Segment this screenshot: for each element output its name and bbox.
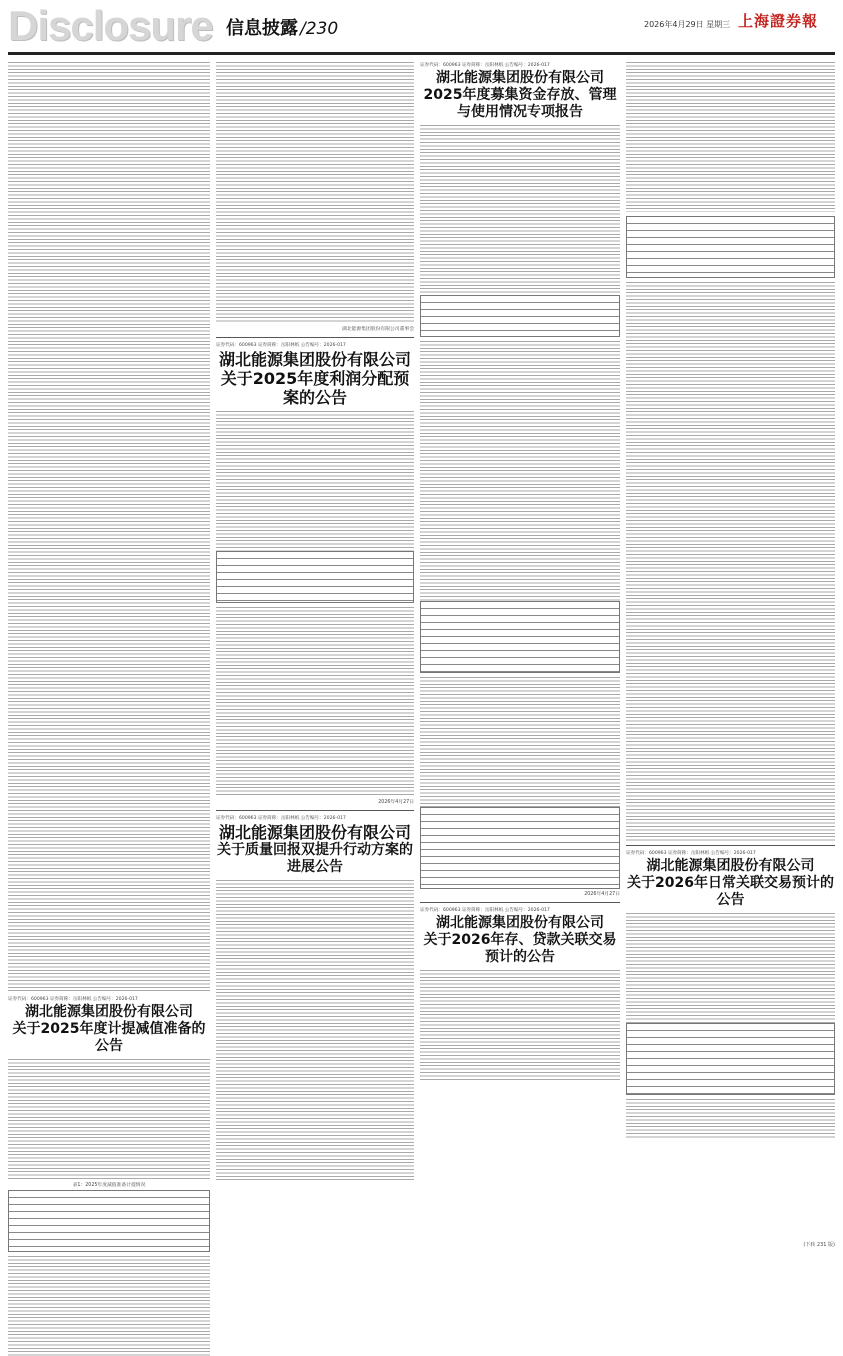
notice-title: 湖北能源集团股份有限公司 xyxy=(436,70,604,86)
notice-title: 湖北能源集团股份有限公司 xyxy=(436,915,604,931)
body-text xyxy=(216,607,414,797)
notice-title: 湖北能源集团股份有限公司 xyxy=(25,1004,193,1020)
data-table xyxy=(420,295,620,337)
notice-subtitle: 2025年度募集资金存放、管理 xyxy=(423,87,617,103)
notice-title: 湖北能源集团股份有限公司 xyxy=(218,823,411,842)
notice-meta: 证券代码：600963 证券简称：岳阳林纸 公告编号：2026-017 xyxy=(216,343,346,348)
page-number: /230 xyxy=(300,19,339,39)
body-text xyxy=(8,1059,210,1179)
data-table xyxy=(216,551,414,603)
divider xyxy=(420,902,620,903)
column-1 xyxy=(8,62,210,1356)
notice-subtitle: 关于2025年度利润分配预案的公告 xyxy=(220,369,410,407)
body-text xyxy=(626,1099,835,1139)
newspaper-name: 上海證券報 xyxy=(738,12,819,30)
body-text xyxy=(420,341,620,601)
notice-title: 湖北能源集团股份有限公司 xyxy=(218,350,411,369)
body-text xyxy=(8,62,210,992)
notice-meta: 证券代码：600963 证券简称：岳阳林纸 公告编号：2026-017 xyxy=(8,997,138,1002)
header-rule xyxy=(8,52,835,55)
body-text xyxy=(626,282,835,842)
body-text xyxy=(216,411,414,551)
issue-date: 2026年4月29日 星期三 xyxy=(644,20,731,29)
notice-meta: 证券代码：600963 证券简称：岳阳林纸 公告编号：2026-017 xyxy=(216,816,346,821)
body-text xyxy=(216,62,414,324)
section-label: 信息披露 xyxy=(226,18,298,39)
body-text xyxy=(420,677,620,807)
data-table xyxy=(8,1190,210,1252)
data-table xyxy=(420,601,620,673)
continued-note: (下转 231 版) xyxy=(803,1242,835,1248)
data-table xyxy=(626,216,835,278)
notice-title: 湖北能源集团股份有限公司 xyxy=(646,858,815,874)
body-text xyxy=(420,970,620,1080)
notice-subtitle: 关于2026年存、贷款关联交易预计的公告 xyxy=(423,932,617,965)
divider xyxy=(626,845,835,846)
notice-subtitle: 关于2026年日常关联交易预计的公告 xyxy=(627,875,834,908)
table-caption: 表1：2025年度减值准备计提情况 xyxy=(72,1183,146,1188)
brand-logo: Disclosure xyxy=(8,2,213,49)
notice-subtitle: 关于2025年度计提减值准备的公告 xyxy=(12,1021,206,1054)
notice-subtitle-2: 与使用情况专项报告 xyxy=(457,104,583,120)
board-date: 2026年4月27日 xyxy=(584,892,620,897)
divider xyxy=(216,337,414,338)
divider xyxy=(216,810,414,811)
notice-meta: 证券代码：600963 证券简称：岳阳林纸 公告编号：2026-017 xyxy=(420,908,550,913)
body-text xyxy=(420,125,620,295)
body-text xyxy=(626,913,835,1023)
board-sign: 湖北能源集团股份有限公司董事会 xyxy=(342,327,414,332)
data-table xyxy=(420,807,620,889)
notice-subtitle: 关于质量回报双提升行动方案的进展公告 xyxy=(217,842,413,875)
column-3 xyxy=(420,62,620,1080)
notice-meta: 证券代码：600963 证券简称：岳阳林纸 公告编号：2026-017 xyxy=(626,851,756,856)
body-text xyxy=(8,1256,210,1356)
notice-meta: 证券代码：600963 证券简称：岳阳林纸 公告编号：2026-017 xyxy=(420,63,550,68)
column-4 xyxy=(626,62,835,1139)
data-table xyxy=(626,1023,835,1095)
section-title xyxy=(226,14,338,40)
body-text xyxy=(626,62,835,212)
column-2 xyxy=(216,62,414,1180)
body-text xyxy=(216,880,414,1180)
board-date: 2026年4月27日 xyxy=(378,800,414,805)
page-header xyxy=(0,0,843,58)
